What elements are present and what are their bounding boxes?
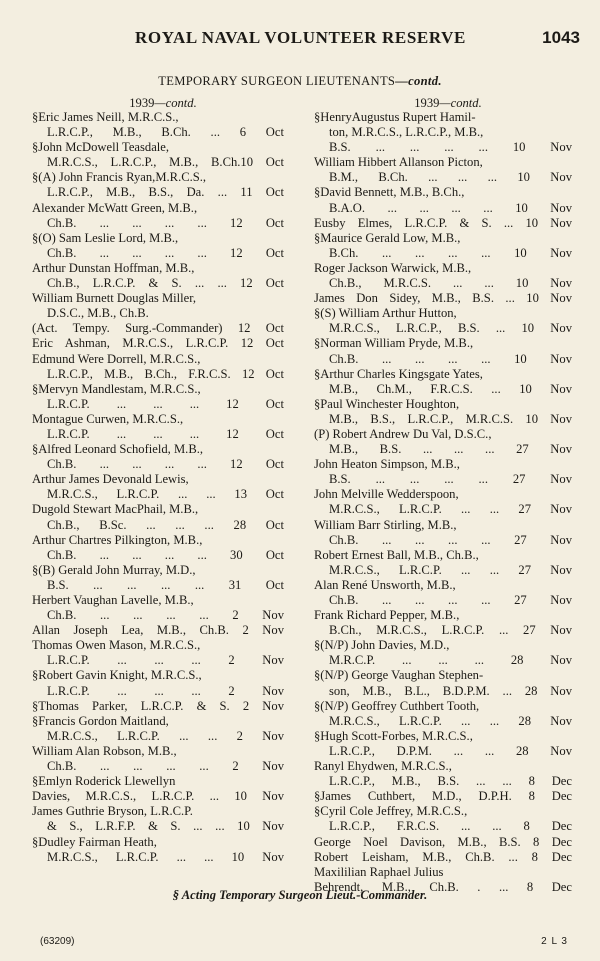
entry-line: §(N/P) Geoffrey Cuthbert Tooth, (314, 698, 480, 713)
entry-line: Frank Richard Pepper, M.B., (314, 608, 460, 623)
entry-line: L.R.C.P., M.B., B.Ch. ... 6 Oct (47, 125, 284, 140)
entry-line: §Arthur Charles Kingsgate Yates, (314, 366, 483, 381)
entry-line: L.R.C.P. ... ... ... 2 Nov (47, 653, 284, 668)
entry-line: §Mervyn Mandlestam, M.R.C.S., (32, 381, 201, 396)
entry-line: Ch.B. ... ... ... ... 27 Nov (329, 532, 572, 547)
entry-line: Arthur Dunstan Hoffman, M.B., (32, 260, 195, 275)
entry-line: M.R.C.S., L.R.C.P., M.B., B.Ch.10 Oct (47, 155, 284, 170)
entry-line: B.S. ... ... ... ... 27 Nov (329, 472, 572, 487)
entry-line: §(N/P) John Davies, M.D., (314, 638, 450, 653)
entry-line: §Paul Winchester Houghton, (314, 396, 460, 411)
entry-line: L.R.C.P. ... ... ... 12 Oct (47, 426, 284, 441)
entry-line: M.R.C.S., L.R.C.P. ... ... 27 Nov (329, 502, 572, 517)
entry-line: L.R.C.P., M.B., B.S. ... ... 8 Dec (329, 774, 572, 789)
entry-line: son, M.B., B.L., B.D.P.M. ... 28 Nov (329, 683, 572, 698)
entry-line: §John McDowell Teasdale, (32, 140, 170, 155)
entry-line: §Alfred Leonard Schofield, M.B., (32, 442, 204, 457)
running-title: ROYAL NAVAL VOLUNTEER RESERVE (135, 28, 466, 47)
entry-line: Thomas Owen Mason, M.R.C.S., (32, 638, 201, 653)
entry-line: Ch.B. ... ... ... ... 30 Oct (47, 547, 284, 562)
entry-line: Ch.B. ... ... ... ... 2 Nov (47, 608, 284, 623)
entry-line: Eric Ashman, M.R.C.S., L.R.C.P. 12 Oct (32, 336, 284, 351)
entry-line: Ch.B. ... ... ... ... 10 Nov (329, 351, 572, 366)
entry-line: William Alan Robson, M.B., (32, 743, 177, 758)
print-code: (63209) (40, 936, 75, 947)
entry-line: Montague Curwen, M.R.C.S., (32, 411, 184, 426)
entry-line: §Eric James Neill, M.R.C.S., (32, 110, 179, 124)
year-contd: —contd. (154, 96, 197, 110)
entry-line: Arthur James Devonald Lewis, (32, 472, 189, 487)
entry-line: L.R.C.P., M.B., B.S., Da. ... 11 Oct (47, 185, 284, 200)
entry-line: William Burnett Douglas Miller, (32, 291, 197, 306)
entry-line: Ch.B. ... ... ... ... 2 Nov (47, 759, 284, 774)
entry-line: M.R.C.S., L.R.C.P. ... ... 2 Nov (47, 728, 284, 743)
signature-mark: 2 L 3 (541, 936, 568, 947)
entry-line: B.S. ... ... ... ... 31 Oct (47, 577, 284, 592)
entry-line: John Heaton Simpson, M.B., (314, 457, 460, 472)
entry-line: (P) Robert Andrew Du Val, D.S.C., (314, 426, 492, 441)
entry-line: Allan Joseph Lea, M.B., Ch.B. 2 Nov (32, 623, 284, 638)
entry-line: M.R.C.S., L.R.C.P. ... ... 27 Nov (329, 562, 572, 577)
entry-line: Alan René Unsworth, M.B., (314, 577, 456, 592)
year-contd: —contd. (439, 96, 482, 110)
section-title-text: TEMPORARY SURGEON LIEUTENANTS (158, 74, 396, 88)
entry-line: §(B) Gerald John Murray, M.D., (32, 562, 196, 577)
entry-line: Eusby Elmes, L.R.C.P. & S. ... 10 Nov (314, 215, 572, 230)
entry-line: William Hibbert Allanson Picton, (314, 155, 483, 170)
entry-line: §Hugh Scott-Forbes, M.R.C.S., (314, 728, 473, 743)
entry-line: L.R.C.P., M.B., B.Ch., F.R.C.S. 12 Oct (47, 366, 284, 381)
entry-line: Ch.B. ... ... ... ... 12 Oct (47, 457, 284, 472)
right-entries (314, 110, 572, 895)
entry-line: Alexander McWatt Green, M.B., (32, 200, 198, 215)
entry-line: §Cyril Cole Jeffrey, M.R.C.S., (314, 804, 468, 819)
entry-line: Ch.B., M.R.C.S. ... ... 10 Nov (329, 276, 572, 291)
entry-line: Arthur Chartres Pilkington, M.B., (32, 532, 203, 547)
entry-line: B.Ch. ... ... ... ... 10 Nov (329, 245, 572, 260)
entry-line: §David Bennett, M.B., B.Ch., (314, 185, 465, 200)
right-column (314, 96, 572, 895)
entry-line: Ch.B., B.Sc. ... ... ... 28 Oct (47, 517, 284, 532)
entry-line: M.R.C.S., L.R.C.P., B.S. ... 10 Nov (329, 321, 572, 336)
entry-line: §Dudley Fairman Heath, (32, 834, 157, 849)
entry-line: B.M., B.Ch. ... ... ... 10 Nov (329, 170, 572, 185)
entry-line: M.B., Ch.M., F.R.C.S. ... 10 Nov (329, 381, 572, 396)
entry-line: §(S) William Arthur Hutton, (314, 306, 457, 321)
page-number: 1043 (542, 28, 580, 47)
entry-line: §Emlyn Roderick Llewellyn (32, 774, 176, 789)
entry-line: M.R.C.S., L.R.C.P. ... ... 13 Oct (47, 487, 284, 502)
entry-line: Ch.B. ... ... ... ... 12 Oct (47, 245, 284, 260)
entry-line: James Don Sidey, M.B., B.S. ... 10 Nov (314, 291, 572, 306)
entry-line: D.S.C., M.B., Ch.B. (47, 306, 149, 321)
entry-line: §Robert Gavin Knight, M.R.C.S., (32, 668, 202, 683)
year-heading-text: 1939 (414, 96, 440, 110)
year-heading-text: 1939 (129, 96, 155, 110)
entry-line: B.S. ... ... ... ... 10 Nov (329, 140, 572, 155)
entry-line: Davies, M.R.C.S., L.R.C.P. ... 10 Nov (32, 789, 284, 804)
entry-line: §HenryAugustus Rupert Hamil- (314, 110, 476, 124)
entry-line: Robert Ernest Ball, M.B., Ch.B., (314, 547, 479, 562)
entry-line: §Thomas Parker, L.R.C.P. & S. 2 Nov (32, 698, 284, 713)
entry-line: L.R.C.P. ... ... ... 12 Oct (47, 396, 284, 411)
entry-line: Robert Leisham, M.B., Ch.B. ... 8 Dec (314, 849, 572, 864)
footnote: § Acting Temporary Surgeon Lieut.-Commander. (172, 888, 428, 902)
entry-line: Ch.B. ... ... ... ... 12 Oct (47, 215, 284, 230)
entry-line: §(A) John Francis Ryan,M.R.C.S., (32, 170, 207, 185)
entry-line: §James Cuthbert, M.D., D.P.H. 8 Dec (314, 789, 572, 804)
section-title (0, 74, 600, 89)
left-column (32, 96, 284, 865)
entry-line: L.R.C.P. ... ... ... 2 Nov (47, 683, 284, 698)
entry-line: William Barr Stirling, M.B., (314, 517, 457, 532)
entry-line: §(N/P) George Vaughan Stephen- (314, 668, 484, 683)
left-entries (32, 110, 284, 865)
entry-line: John Melville Wedderspoon, (314, 487, 459, 502)
entry-line: ton, M.R.C.S., L.R.C.P., M.B., (329, 125, 484, 140)
entry-line: Ch.B. ... ... ... ... 27 Nov (329, 593, 572, 607)
entry-line: Ch.B., L.R.C.P. & S. ... ... 12 Oct (47, 276, 284, 291)
entry-line: M.R.C.S., L.R.C.P. ... ... 28 Nov (329, 713, 572, 728)
page-header (0, 28, 600, 50)
entry-line: Dugold Stewart MacPhail, M.B., (32, 502, 199, 517)
entry-line: George Noel Davison, M.B., B.S. 8 Dec (314, 834, 572, 849)
entry-line: M.B., B.S. ... ... ... 27 Nov (329, 442, 572, 457)
entry-line: M.R.C.P. ... ... ... 28 Nov (329, 653, 572, 668)
entry-line: M.R.C.S., L.R.C.P. ... ... 10 Nov (47, 849, 284, 864)
entry-line: (Act. Tempy. Surg.-Commander) 12 Oct (32, 321, 284, 336)
entry-line: B.A.O. ... ... ... ... 10 Nov (329, 200, 572, 215)
entry-line: L.R.C.P., F.R.C.S. ... ... 8 Dec (329, 819, 572, 834)
entry-line: Roger Jackson Warwick, M.B., (314, 260, 472, 275)
entry-line: L.R.C.P., D.P.M. ... ... 28 Nov (329, 743, 572, 758)
entry-line: §Francis Gordon Maitland, (32, 713, 169, 728)
entry-line: Edmund Were Dorrell, M.R.C.S., (32, 351, 201, 366)
year-heading (314, 96, 572, 110)
entry-line: B.Ch., M.R.C.S., L.R.C.P. ... 27 Nov (329, 623, 572, 638)
entry-line: Ranyl Ehydwen, M.R.C.S., (314, 759, 452, 774)
entry-line: §Norman William Pryde, M.B., (314, 336, 474, 351)
entry-line: §Maurice Gerald Low, M.B., (314, 230, 461, 245)
entry-line: §(O) Sam Leslie Lord, M.B., (32, 230, 179, 245)
year-heading (32, 96, 284, 110)
entry-line: Behrendt, M.B., Ch.B. . ... 8 Dec (314, 879, 572, 894)
entry-line: & S., L.R.F.P. & S. ... ... 10 Nov (47, 819, 284, 834)
section-contd: —contd. (395, 74, 442, 88)
entry-line: Herbert Vaughan Lavelle, M.B., (32, 593, 194, 607)
entry-line: M.B., B.S., L.R.C.P., M.R.C.S. 10 Nov (329, 411, 572, 426)
entry-line: Maxililian Raphael Julius (314, 864, 444, 879)
entry-line: James Guthrie Bryson, L.R.C.P. (32, 804, 193, 819)
